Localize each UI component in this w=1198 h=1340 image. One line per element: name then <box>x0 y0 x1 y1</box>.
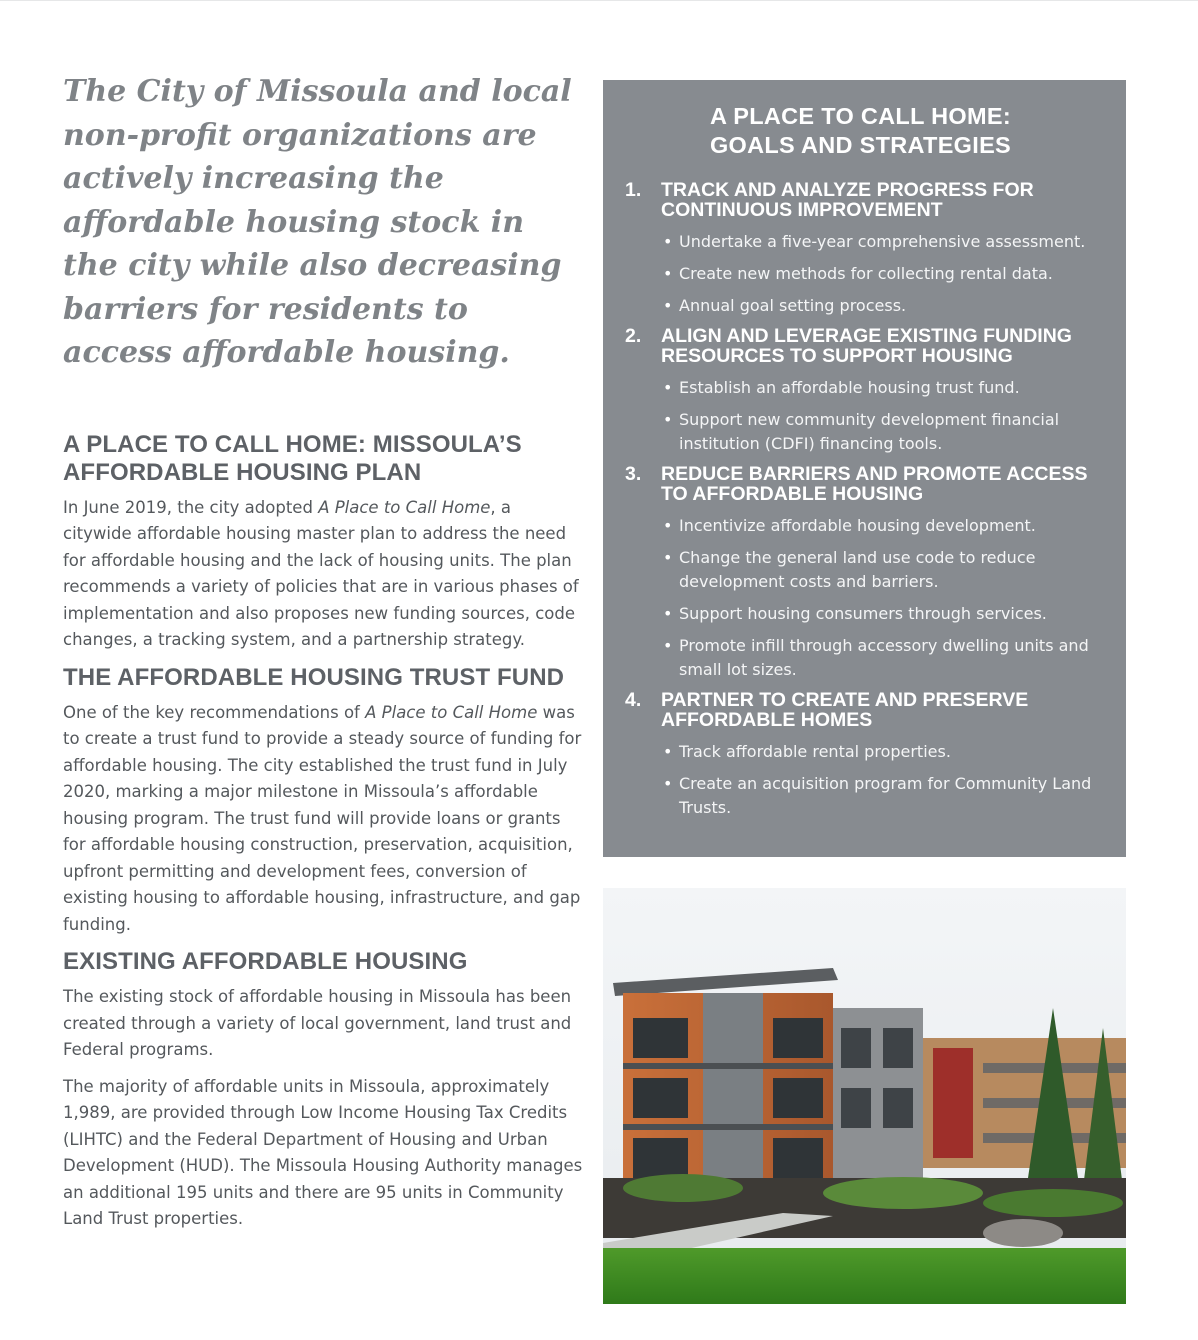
text-run: One of the key recommendations of <box>63 702 366 722</box>
boulder <box>983 1219 1063 1247</box>
section-paragraph <box>63 700 583 939</box>
section-paragraph: The majority of affordable units in Missoula, approximately 1,989, are provided through Low Income Housing Tax Credits (LIHTC) and the Federal Department of Housing and Urban Development (HUD). The Missoula Housing Authority manages an additional 195 units and there are 95 units in Community Land Trust properties. <box>63 1076 583 1228</box>
lawn <box>603 1248 1126 1304</box>
goal-title: TRACK AND ANALYZE PROGRESS FOR CONTINUOUS IMPROVEMENT <box>661 179 1034 221</box>
panel-title <box>625 102 1096 160</box>
panel-title-line-1: A PLACE TO CALL HOME: <box>710 103 1011 129</box>
plan-title-italic: A Place to Call Home <box>365 702 538 722</box>
goal-heading <box>625 326 1096 366</box>
window <box>883 1088 913 1128</box>
text-run: was to create a trust fund to provide a steady source of funding for affordable housing. The city established the trust fund in July 2020, marking a major milestone in Missoula’s affordable housing program. The trust fund will provide loans or grants for affordable housing construction, preservation, acquisition, upfront permitting and development fees, conversion of existing housing to affordable housing, infrastructure, and gap funding. <box>63 702 582 934</box>
goal-heading <box>625 180 1096 220</box>
section-paragraph: The existing stock of affordable housing in Missoula has been created through a variety of local government, land trust and Federal programs. <box>63 987 572 1059</box>
strategy-list <box>625 376 1096 456</box>
goal-title: ALIGN AND LEVERAGE EXISTING FUNDING RESOURCES TO SUPPORT HOUSING <box>661 325 1072 367</box>
strategy-item: • Annual goal setting process. <box>661 294 1096 318</box>
section-heading: THE AFFORDABLE HOUSING TRUST FUND <box>63 663 565 691</box>
plan-title-italic: A Place to Call Home <box>318 497 491 517</box>
window <box>633 1078 688 1118</box>
strategy-item: • Incentivize affordable housing development. <box>661 514 1096 538</box>
goal-1 <box>625 180 1096 318</box>
heading-line-1: A PLACE TO CALL HOME: MISSOULA’S <box>63 430 522 458</box>
window <box>773 1018 823 1058</box>
left-column <box>63 70 583 1243</box>
section-housing-plan <box>63 431 583 654</box>
strategy-item: • Create an acquisition program for Community Land Trusts. <box>661 772 1096 820</box>
text-run: , a citywide affordable housing master plan to address the need for affordable housing and the lack of housing units. The plan recommends a variety of policies that are in various phases of implementation and also proposes new funding sources, code changes, a tracking system, and a partnership strategy. <box>63 497 579 649</box>
window <box>633 1018 688 1058</box>
strategy-list <box>625 740 1096 820</box>
floor-slab <box>623 1063 833 1069</box>
goal-number: 3. <box>625 463 642 485</box>
goal-number: 2. <box>625 325 642 347</box>
goal-title: PARTNER TO CREATE AND PRESERVE AFFORDABLE HOMES <box>661 689 1029 731</box>
strategy-item: • Change the general land use code to reduce development costs and barriers. <box>661 546 1096 594</box>
goal-3 <box>625 464 1096 682</box>
goals-panel <box>603 80 1126 857</box>
window <box>841 1028 871 1068</box>
text-run: In June 2019, the city adopted <box>63 497 319 517</box>
section-heading <box>63 431 583 487</box>
strategy-list <box>625 514 1096 682</box>
strategy-item: • Promote infill through accessory dwelling units and small lot sizes. <box>661 634 1096 682</box>
window <box>883 1028 913 1068</box>
goal-heading <box>625 464 1096 504</box>
strategy-list <box>625 230 1096 318</box>
strategy-item: • Create new methods for collecting rental data. <box>661 262 1096 286</box>
red-facade <box>933 1048 973 1158</box>
section-trust-fund <box>63 664 583 939</box>
strategy-item: • Undertake a five-year comprehensive assessment. <box>661 230 1096 254</box>
page-top-rule <box>0 0 1198 1</box>
strategy-item: • Establish an affordable housing trust fund. <box>661 376 1096 400</box>
section-paragraph <box>63 495 583 654</box>
goal-heading <box>625 690 1096 730</box>
shrubs <box>823 1177 983 1209</box>
window <box>773 1078 823 1118</box>
panel-title-line-2: GOALS AND STRATEGIES <box>709 132 1012 158</box>
apartment-building-illustration <box>603 888 1126 1304</box>
goal-title: REDUCE BARRIERS AND PROMOTE ACCESS TO AFFORDABLE HOUSING <box>661 463 1088 505</box>
shrubs <box>623 1174 743 1202</box>
window <box>841 1088 871 1128</box>
goal-number: 4. <box>625 689 642 711</box>
goal-number: 1. <box>625 179 642 201</box>
goal-2 <box>625 326 1096 456</box>
gray-column <box>703 993 763 1193</box>
heading-line-2: AFFORDABLE HOUSING PLAN <box>63 458 422 486</box>
window <box>633 1138 688 1178</box>
window <box>773 1138 823 1178</box>
section-existing-housing <box>63 948 583 1233</box>
lead-quote: The City of Missoula and local non-profit organizations are actively increasing the affordable housing stock in the city while also decreasing barriers for residents to access affordable housing. <box>63 74 572 370</box>
goal-4 <box>625 690 1096 820</box>
strategy-item: • Support housing consumers through services. <box>661 602 1096 626</box>
strategy-item: • Support new community development financial institution (CDFI) financing tools. <box>661 408 1096 456</box>
floor-slab <box>623 1124 833 1130</box>
strategy-item: • Track affordable rental properties. <box>661 740 1096 764</box>
shrubs <box>983 1189 1123 1217</box>
section-heading: EXISTING AFFORDABLE HOUSING <box>63 948 468 975</box>
housing-photo <box>603 888 1126 1304</box>
